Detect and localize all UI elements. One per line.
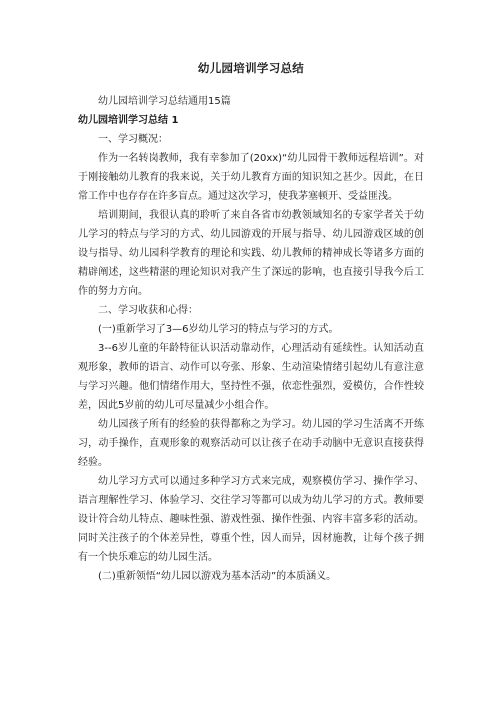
paragraph-intro: 作为一名转岗教师，我有幸参加了(20xx)“幼儿园骨干教师远程培训”。对于刚接触幼儿教育的我来说，关于幼儿教育方面的知识知之甚少。因此，在日常工作中也存存在许多盲点。通过这次学习，使我茅塞顿开、受益匪浅。 [78, 153, 424, 202]
paragraph-experience: 幼儿园孩子所有的经验的获得都称之为学习。幼儿园的学习生活离不开练习，动手操作，直观形象的观察活动可以让孩子在动手动脑中无意识直接获得经验。 [78, 419, 424, 468]
paragraph-learning-methods: 幼儿学习方式可以通过多种学习方式来完成，观察模仿学习、操作学习、语言理解性学习、体验学习、交往学习等都可以成为幼儿学习的方式。教师要设计符合幼儿特点、趣味性强、游戏性强、操作性强、内容丰富多彩的活动。同时关注孩子的个体差异性，尊重个性，因人而异，因材施教，让每个孩子拥有一个快乐难忘的幼儿园生活。 [78, 476, 424, 563]
document-page [78, 60, 424, 586]
document-subtitle: 幼儿园培训学习总结通用15篇 [98, 96, 231, 107]
paragraph-age-characteristics: 3--6岁儿童的年龄特征认识活动靠动作，心理活动有延续性。认知活动直观形象，教师的语言、动作可以夸张、形象、生动渲染情绪引起幼儿有意注意与学习兴趣。他们情绪作用大，坚持性不强，依恋性强烈，爱模仿，合作性较差，因此5岁前的幼儿可尽量减少小组合作。 [78, 343, 424, 411]
paragraph-training-period: 培训期间，我很认真的聆听了来自各省市幼教领域知名的专家学者关于幼儿学习的特点与学习的方式、幼儿园游戏的开展与指导、幼儿园游戏区域的创设与指导、幼儿园科学教育的理论和实践、幼儿教师的精神成长等诸多方面的精辟阐述，这些精湛的理论知识对我产生了深远的影响，也直接引导我今后工作的努力方向。 [78, 210, 424, 297]
paragraph-gains-heading: 二、学习收获和心得： [98, 305, 198, 316]
section-heading: 幼儿园培训学习总结 1 [78, 115, 179, 126]
paragraph-overview-heading: 一、学习概况： [98, 134, 168, 145]
document-title: 幼儿园培训学习总结 [197, 61, 305, 75]
paragraph-subheading-2: (二)重新领悟“幼儿园以游戏为基本活动”的本质涵义。 [98, 571, 337, 582]
paragraph-subheading-1: (一)重新学习了3—6岁幼儿学习的特点与学习的方式。 [98, 324, 339, 335]
